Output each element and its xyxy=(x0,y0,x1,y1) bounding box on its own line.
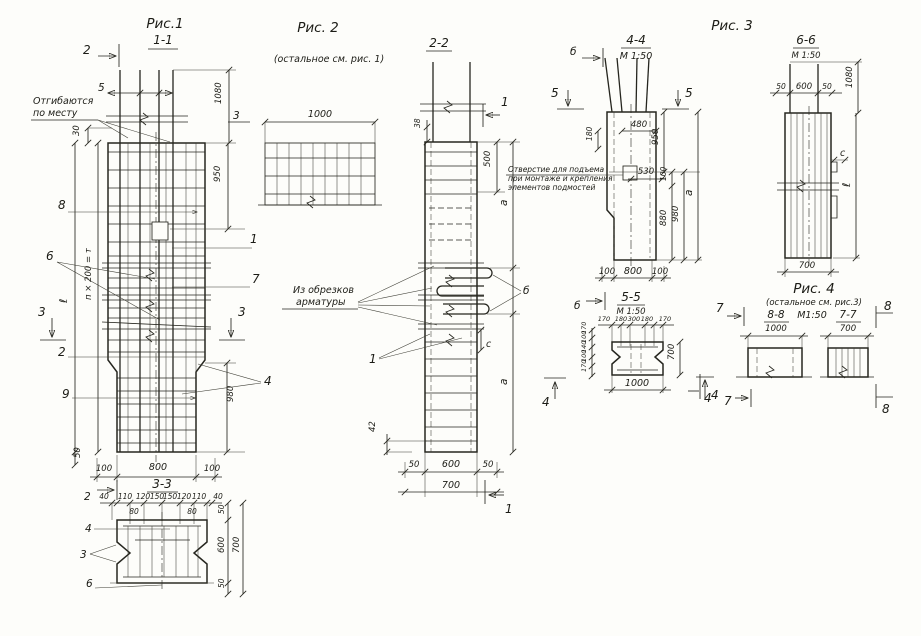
figure-2 xyxy=(228,20,530,516)
fig4-mark-8-top: 8 xyxy=(884,299,892,313)
sec22-dim-c: c xyxy=(486,339,492,350)
fig4-mark-7-bot: 7 xyxy=(724,394,732,408)
fig1-dim-1080: 1080 xyxy=(214,82,224,104)
sec44-mark-5-left: 5 xyxy=(551,86,559,100)
fig4-section-7-7-body xyxy=(820,348,874,378)
sec55-dim-180a: 180 xyxy=(614,315,628,323)
fig1-dim-950: 950 xyxy=(213,165,223,182)
sec22-dim-50b: 50 xyxy=(482,460,494,470)
sec44-dim-100b: 100 xyxy=(651,267,669,277)
fig1-note-line1: Отгибаются xyxy=(33,96,94,107)
sec33-dim-700: 700 xyxy=(232,536,242,553)
sec66-scale: М 1:50 xyxy=(791,51,821,61)
sec77-dim-700: 700 xyxy=(839,324,857,334)
fig1-callout-6: 6 xyxy=(46,249,54,263)
sec55-dim-300: 300 xyxy=(627,315,641,323)
fig1-dim-formula: п × 200 = т xyxy=(84,248,94,300)
sec33-dim-80b: 80 xyxy=(187,507,197,516)
fig1-dims-left xyxy=(58,125,112,468)
sec33-dim-600: 600 xyxy=(217,536,227,553)
sec66-dim-600: 600 xyxy=(795,82,813,92)
sec33-dim-120b: 120 xyxy=(176,492,192,501)
fig1-dim-50-bottom: 50 xyxy=(73,447,83,458)
fig3-section-5-5 xyxy=(542,290,712,409)
fig4-title: Рис. 4 xyxy=(793,281,835,297)
sec44-title: 4-4 xyxy=(626,33,646,47)
sec33-dim-110a: 110 xyxy=(117,492,133,501)
fig1-note xyxy=(31,96,170,142)
fig1-mark-2-top xyxy=(83,43,119,67)
fig3-section-4-4 xyxy=(506,33,702,282)
sec33-callout-3: 3 xyxy=(80,549,87,561)
sec55-dimL-140: 140 xyxy=(580,340,588,353)
sec33-dim-150b: 150 xyxy=(162,492,178,501)
sec44-dim-880: 880 xyxy=(659,209,669,226)
fig4-scale: М1:50 xyxy=(797,310,827,321)
fig1-mark-3-right: 3 xyxy=(238,305,246,319)
fig1-dims-right xyxy=(170,67,245,455)
sec22-callout-b: б xyxy=(523,285,530,297)
sec44-note-line3: элементов подмостей xyxy=(508,183,596,192)
sec44-dim-180: 180 xyxy=(585,126,594,141)
sec66-dim-c: c xyxy=(840,148,846,159)
figure-3 xyxy=(506,18,862,409)
fig1-dim-800: 800 xyxy=(148,462,168,473)
sec44-dim-530: 530 xyxy=(637,167,655,177)
fig1-dim-length: ℓ xyxy=(58,298,70,303)
sec22-dim-a-bot: а xyxy=(498,378,510,385)
sec55-dim-1000: 1000 xyxy=(624,378,650,389)
fig1-dim-30: 30 xyxy=(72,125,82,136)
sec44-dim-480: 480 xyxy=(630,120,648,130)
sec55-title: 5-5 xyxy=(621,290,641,304)
sec44-mark-5-right: 5 xyxy=(685,86,693,100)
sec33-dim-40b: 40 xyxy=(213,492,223,501)
fig2-mesh xyxy=(228,109,382,208)
sec33-callout-4: 4 xyxy=(85,523,92,535)
fig3-section-6-6 xyxy=(770,33,862,277)
sec22-mark-1-top: 1 xyxy=(501,95,509,109)
fig1-column-body xyxy=(102,132,211,462)
sec44-note-line1: Отверстие для подъема xyxy=(508,165,605,174)
sec33-dim-50-top: 50 xyxy=(217,504,226,514)
sec22-mark-1-bot: 1 xyxy=(505,502,513,516)
sec22-dim-a-top: а xyxy=(498,199,510,206)
fig1-note-line2: по месту xyxy=(33,108,78,119)
fig1-callout-2-left: 2 xyxy=(58,345,66,359)
sec22-note-line1: Из обрезков xyxy=(293,285,354,296)
fig1-section-label: 1-1 xyxy=(153,33,173,47)
sec44-dim-800: 800 xyxy=(623,266,643,277)
fig2-section-2-2 xyxy=(282,36,530,516)
sec66-dim-length: ℓ xyxy=(841,182,853,187)
sec55-dim-700: 700 xyxy=(667,343,677,360)
sec22-note-line2: арматуры xyxy=(296,297,346,308)
sec66-dim-50a: 50 xyxy=(776,82,786,91)
fig1-callout-9: 9 xyxy=(62,387,70,401)
sec55-mark-4-right: 4 xyxy=(704,391,712,405)
sec55-dim-170a: 170 xyxy=(597,315,611,323)
sec55-dimL-100a: 100 xyxy=(580,330,588,343)
sec22-dim-50a: 50 xyxy=(408,460,420,470)
sec55-dim-180b: 180 xyxy=(640,315,654,323)
fig1-dim-100-right: 100 xyxy=(203,464,221,474)
fig2-mesh-callout-3: 3 xyxy=(233,110,240,122)
sec66-dim-50b: 50 xyxy=(822,82,832,91)
fig1-dim-5 xyxy=(98,82,172,96)
sec33-dim-120a: 120 xyxy=(135,492,151,501)
fig4-section-8-8-body xyxy=(736,348,812,378)
sec66-title: 6-6 xyxy=(796,33,816,47)
sec33-dim-80a: 80 xyxy=(129,507,139,516)
sec66-dim-700: 700 xyxy=(798,261,816,271)
sec22-hairpin-bars xyxy=(437,268,492,314)
fig1-callout-7: 7 xyxy=(252,272,260,286)
sec22-dim-700: 700 xyxy=(441,480,461,491)
sec44-mark-b-top: б xyxy=(570,46,577,58)
sec33-callout-6: 6 xyxy=(86,578,93,590)
sec22-dim-500: 500 xyxy=(483,150,493,167)
sec88-dim-1000: 1000 xyxy=(765,324,787,334)
sec55-dimL-170b: 170 xyxy=(580,359,588,372)
fig4-section-marks xyxy=(696,299,893,416)
fig1-dim-100-left: 100 xyxy=(95,464,113,474)
sec55-dimL-170a: 170 xyxy=(580,321,588,334)
fig1-section-3-3 xyxy=(80,477,246,597)
sec33-title: 3-3 xyxy=(152,477,172,491)
sec55-dimL-100b: 100 xyxy=(580,349,588,362)
sec55-dim-170b: 170 xyxy=(658,315,672,323)
sec44-dim-a: а xyxy=(683,189,695,196)
fig1-callout-8: 8 xyxy=(58,198,66,212)
sec44-dim-100a: 100 xyxy=(598,267,616,277)
fig1-callout-4: 4 xyxy=(264,374,272,388)
fig1-mark-3-left: 3 xyxy=(38,305,46,319)
sec55-scale: М 1:50 xyxy=(616,307,646,317)
sec22-dim-600: 600 xyxy=(441,459,461,470)
figure-4 xyxy=(696,281,893,416)
fig1-dim-5-label: 5 xyxy=(98,82,105,94)
fig2-dim-1000: 1000 xyxy=(307,109,333,120)
fig1-mark-2-label: 2 xyxy=(83,43,91,57)
sec33-mark-2: 2 xyxy=(84,491,91,503)
sec33-dim-50-bot: 50 xyxy=(217,578,226,588)
fig4-mark-4-bot: 4 xyxy=(711,388,719,402)
sec33-dim-110b: 110 xyxy=(191,492,207,501)
sec44-dim-100v: 100 xyxy=(659,166,668,181)
fig4-mark-8-bot: 8 xyxy=(882,402,890,416)
fig4-mark-7-top: 7 xyxy=(716,301,724,315)
sec55-mark-b: б xyxy=(574,300,581,312)
fig3-title: Рис. 3 xyxy=(711,18,753,34)
fig4-subtitle: (остальное см. рис.3) xyxy=(766,298,862,308)
fig2-title: Рис. 2 xyxy=(297,20,339,36)
figure-1 xyxy=(31,16,272,597)
sec44-scale: М 1:50 xyxy=(619,51,653,62)
sec33-dim-40a: 40 xyxy=(99,492,109,501)
sec44-dim-980: 980 xyxy=(671,205,681,222)
sec22-dim-42: 42 xyxy=(368,421,378,432)
fig1-callout-1: 1 xyxy=(250,232,258,246)
sec22-title: 2-2 xyxy=(429,36,449,50)
sec77-title: 7-7 xyxy=(839,309,857,321)
sec22-dim-38: 38 xyxy=(413,118,422,128)
fig1-column-bars xyxy=(106,70,188,452)
fig1-dim-980: 980 xyxy=(226,385,236,402)
fig2-subtitle: (остальное см. рис. 1) xyxy=(273,54,385,65)
sec44-note-line2: при монтаже и крепления xyxy=(508,174,613,183)
sec44-dim-950: 950 xyxy=(651,128,661,145)
sec55-mark-4-left: 4 xyxy=(542,395,550,409)
sec88-title: 8-8 xyxy=(767,309,785,321)
fig1-title: Рис.1 xyxy=(146,16,184,32)
sec33-dim-150a: 150 xyxy=(149,492,165,501)
sec22-callout-1-mid: 1 xyxy=(369,352,377,366)
sec66-dim-1080: 1080 xyxy=(845,66,855,88)
